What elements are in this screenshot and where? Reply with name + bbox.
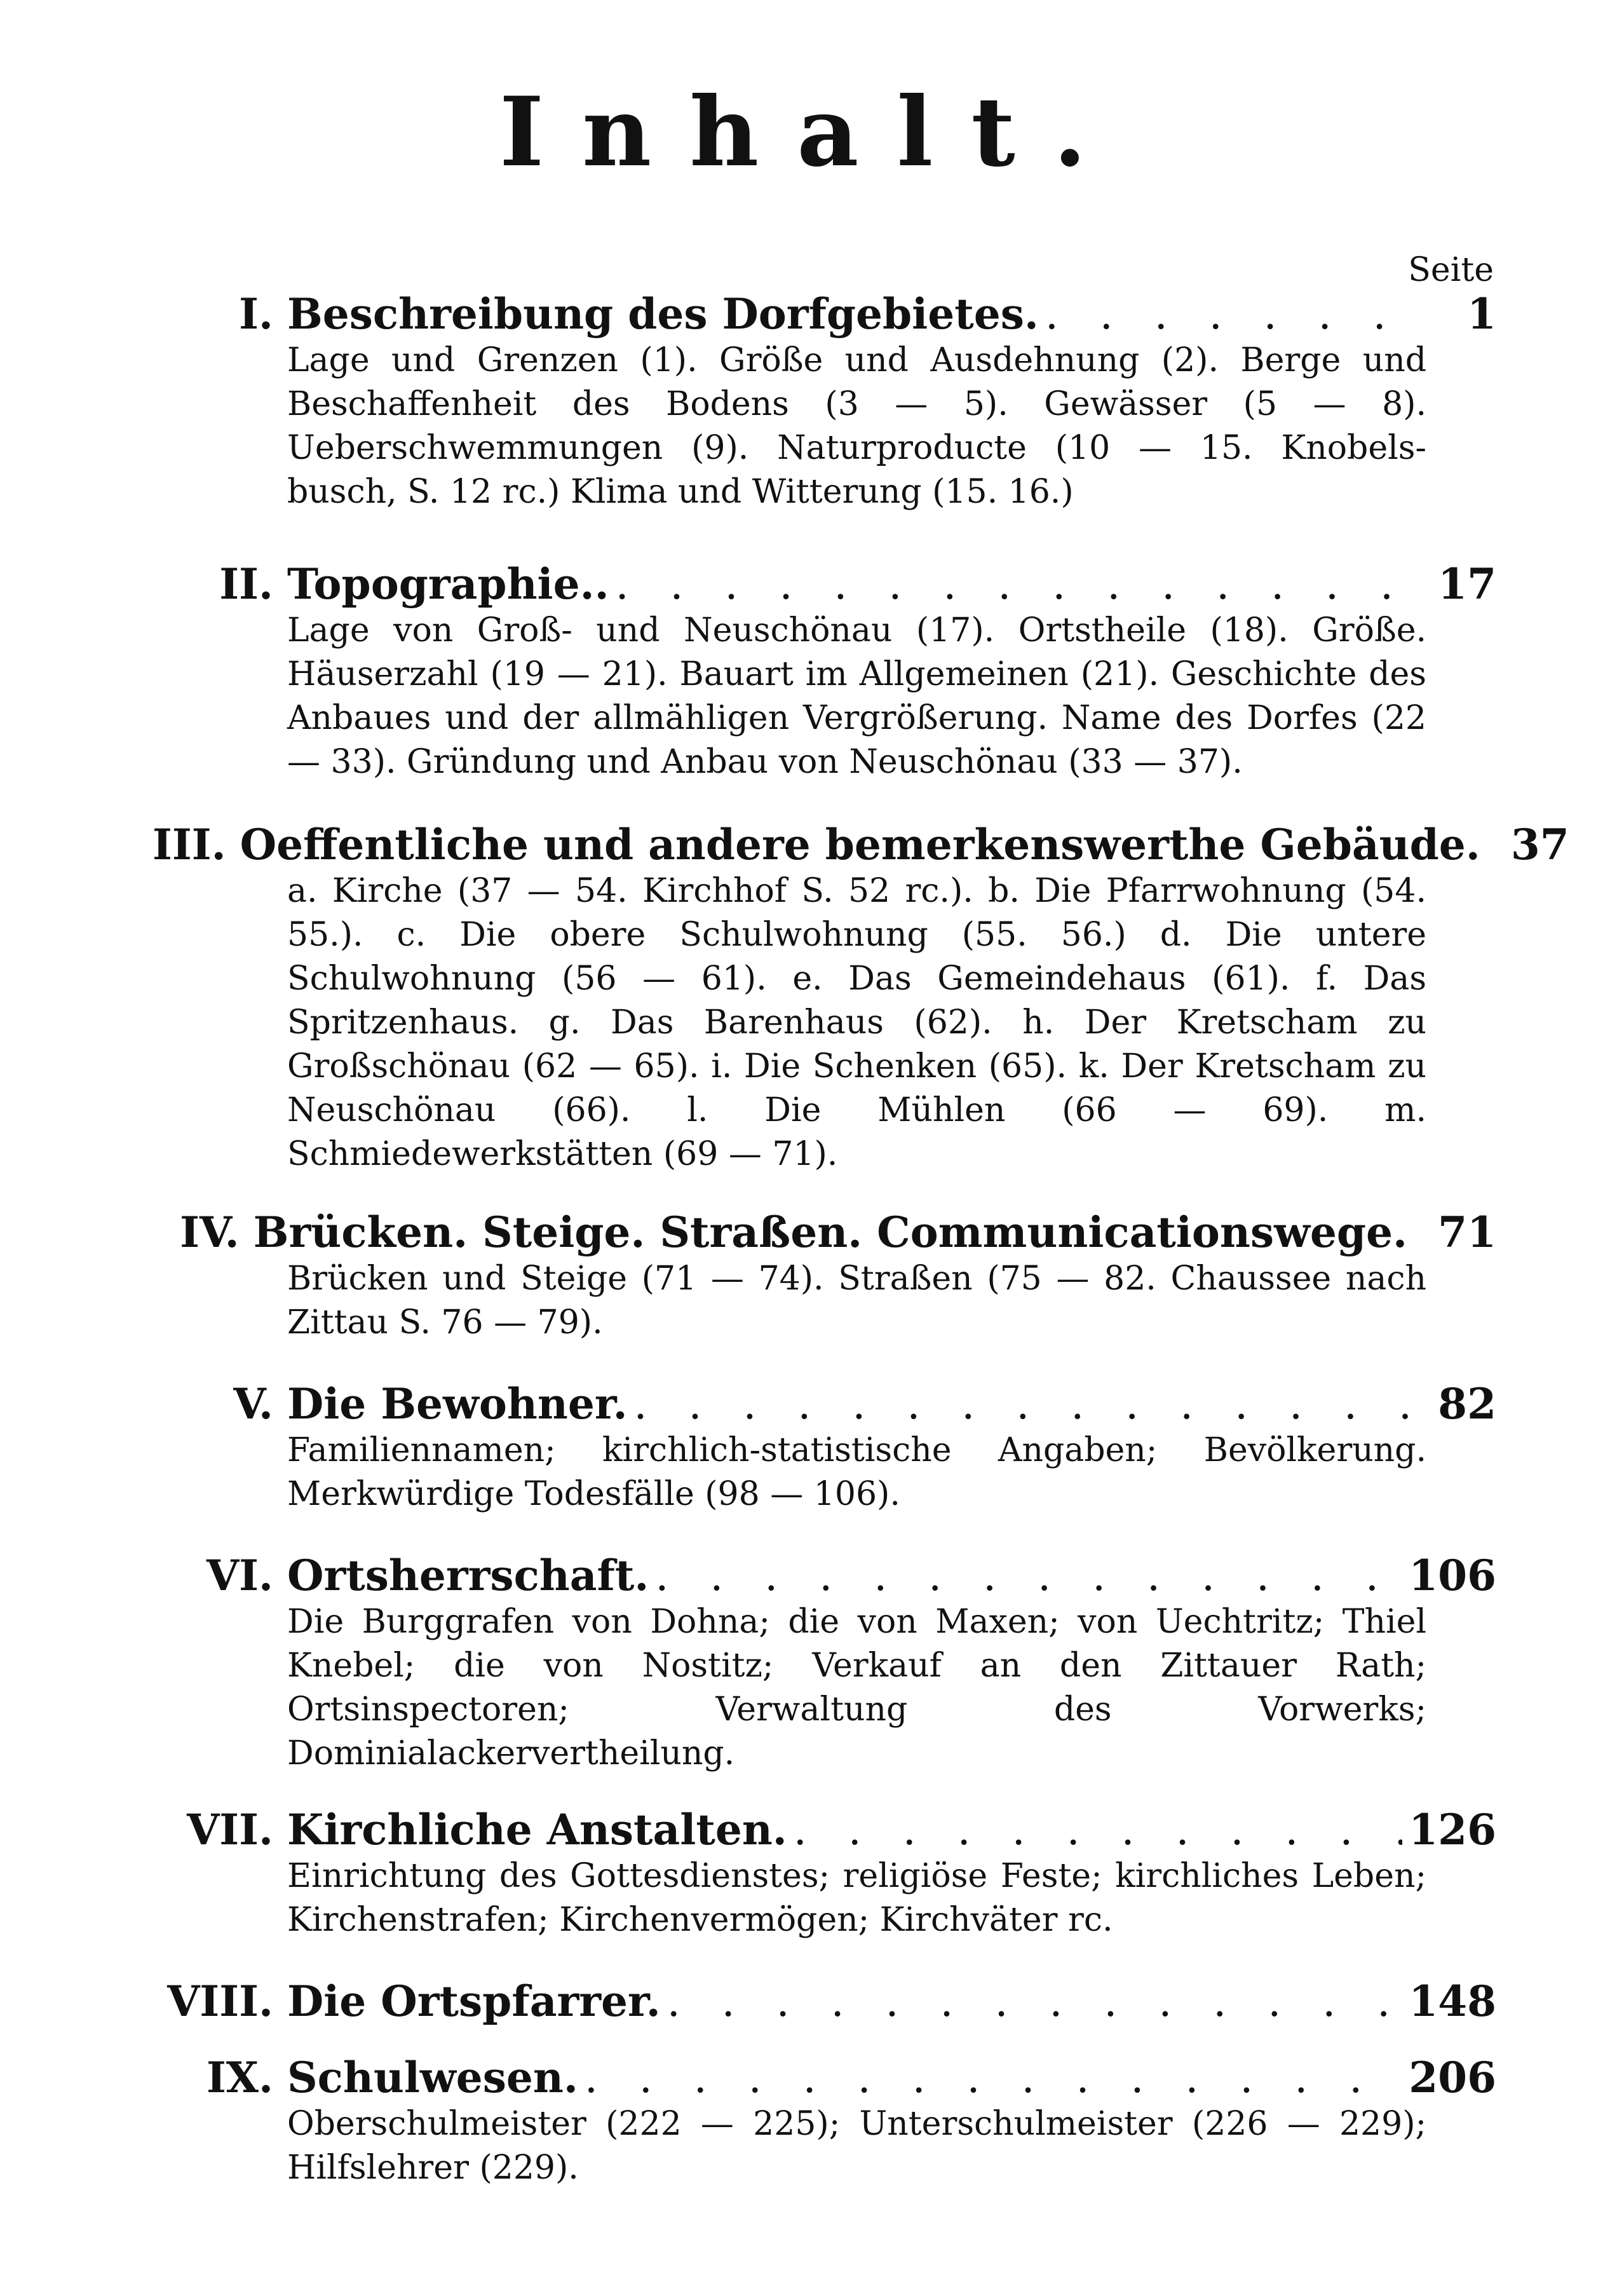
entry-page-number: 1	[1467, 289, 1496, 339]
entry-description: Oberschulmeister (222 — 225); Unterschulmeister (226 — 229); Hilfslehrer (229).	[287, 2105, 1426, 2187]
page-title: Inhalt.	[499, 76, 1125, 188]
entry-description: Einrichtung des Gottesdienstes; religiöse Feste; kirchliches Leben; Kirchenstrafen; Kirchenvermögen; Kirchväter rc.	[287, 1857, 1426, 1939]
dot-leader	[794, 1806, 1402, 1854]
entry-numeral: V.	[233, 1379, 273, 1429]
entry-title: Oeffentliche und andere bemerkenswerthe Gebäude.	[240, 820, 1480, 869]
entry-numeral: II.	[219, 559, 273, 609]
entry-title: Kirchliche Anstalten.	[287, 1805, 787, 1854]
toc-entry-4	[152, 1208, 1496, 1345]
entry-description: Die Burggrafen von Dohna; die von Maxen; von Uechtritz; Thiel Knebel; die von Nostitz; Verkauf an den Zittauer Rath; Ortsinspectoren; Verwaltung des Vorwerks; Dominialackervertheilung.	[287, 1603, 1426, 1772]
entry-page-number: 17	[1438, 559, 1496, 609]
entry-title: Schulwesen.	[287, 2053, 578, 2102]
entry-heading	[152, 2053, 1496, 2102]
toc-entry-7	[152, 1805, 1496, 1942]
entry-numeral: IV.	[180, 1208, 240, 1257]
entry-page-number: 106	[1409, 1551, 1496, 1600]
entry-description: Familiennamen; kirchlich-statistische Angaben; Bevölkerung. Merkwürdige Todesfälle (98 — 106).	[287, 1431, 1426, 1513]
dot-leader	[634, 1380, 1414, 1429]
entry-page-number: 71	[1438, 1208, 1496, 1257]
toc-entry-3	[152, 820, 1569, 1176]
entry-heading	[152, 1805, 1496, 1854]
toc-entry-5	[152, 1379, 1496, 1516]
entry-description: Lage und Grenzen (1). Größe und Ausdehnung (2). Berge und Beschaffenheit des Bodens (3 — 5). Gewässer (5 — 8). Ueberschwemmungen (9). Naturproducte (10 — 15. Knobels-busch, S. 12 rc.) Klima und Witterung (15. 16.)	[287, 341, 1426, 511]
entry-numeral: I.	[239, 289, 273, 339]
entry-page-number: 206	[1409, 2053, 1496, 2102]
entry-numeral: VI.	[206, 1551, 273, 1600]
entry-title: Brücken. Steige. Straßen. Communicationswege.	[253, 1208, 1407, 1257]
entry-page-number: 82	[1438, 1379, 1496, 1429]
dot-leader	[655, 1551, 1402, 1600]
entry-title: Topographie..	[287, 559, 609, 609]
entry-heading	[152, 820, 1569, 869]
toc-entry-2	[152, 559, 1496, 784]
toc-entry-6	[152, 1551, 1496, 1776]
entry-description: Brücken und Steige (71 — 74). Straßen (75 — 82. Chaussee nach Zittau S. 76 — 79).	[287, 1260, 1426, 1342]
toc-entry-1	[152, 289, 1496, 514]
entry-heading	[152, 289, 1496, 339]
page-column-label: Seite	[1408, 251, 1494, 289]
entry-title: Die Ortspfarrer.	[287, 1976, 661, 2026]
entry-title: Ortsherrschaft.	[287, 1551, 649, 1600]
entry-description: Lage von Groß- und Neuschönau (17). Ortstheile (18). Größe. Häuserzahl (19 — 21). Bauart im Allgemeinen (21). Geschichte des Anbaues und der allmähligen Vergrößerung. Name des Dorfes (22 — 33). Gründung und Anbau von Neuschönau (33 — 37).	[287, 611, 1426, 781]
dot-leader	[1045, 290, 1414, 339]
entry-heading	[152, 1976, 1496, 2026]
entry-heading	[152, 1208, 1496, 1257]
dot-leader	[616, 560, 1414, 609]
dot-leader	[667, 1977, 1403, 2026]
toc-entry-9	[152, 2053, 1496, 2190]
entry-numeral: VIII.	[167, 1976, 273, 2026]
entry-numeral: IX.	[206, 2053, 273, 2102]
toc-entry-8	[152, 1976, 1496, 2026]
entry-numeral: VII.	[187, 1805, 273, 1854]
dot-leader	[585, 2053, 1402, 2102]
entry-heading	[152, 559, 1496, 609]
entry-title: Die Bewohner.	[287, 1379, 628, 1429]
entry-numeral: III.	[152, 820, 226, 869]
entry-page-number: 126	[1409, 1805, 1496, 1854]
entry-heading	[152, 1379, 1496, 1429]
entry-description: a. Kirche (37 — 54. Kirchhof S. 52 rc.). b. Die Pfarrwohnung (54. 55.). c. Die obere Schulwohnung (55. 56.) d. Die untere Schulwohnung (56 — 61). e. Das Gemeindehaus (61). f. Das Spritzenhaus. g. Das Barenhaus (62). h. Der Kretscham zu Großschönau (62 — 65). i. Die Schenken (65). k. Der Kretscham zu Neuschönau (66). l. Die Mühlen (66 — 69). m. Schmiedewerkstätten (69 — 71).	[287, 872, 1426, 1173]
entry-heading	[152, 1551, 1496, 1600]
entry-page-number: 148	[1409, 1976, 1496, 2026]
entry-page-number: 37	[1510, 820, 1569, 869]
entry-title: Beschreibung des Dorfgebietes.	[287, 289, 1039, 339]
